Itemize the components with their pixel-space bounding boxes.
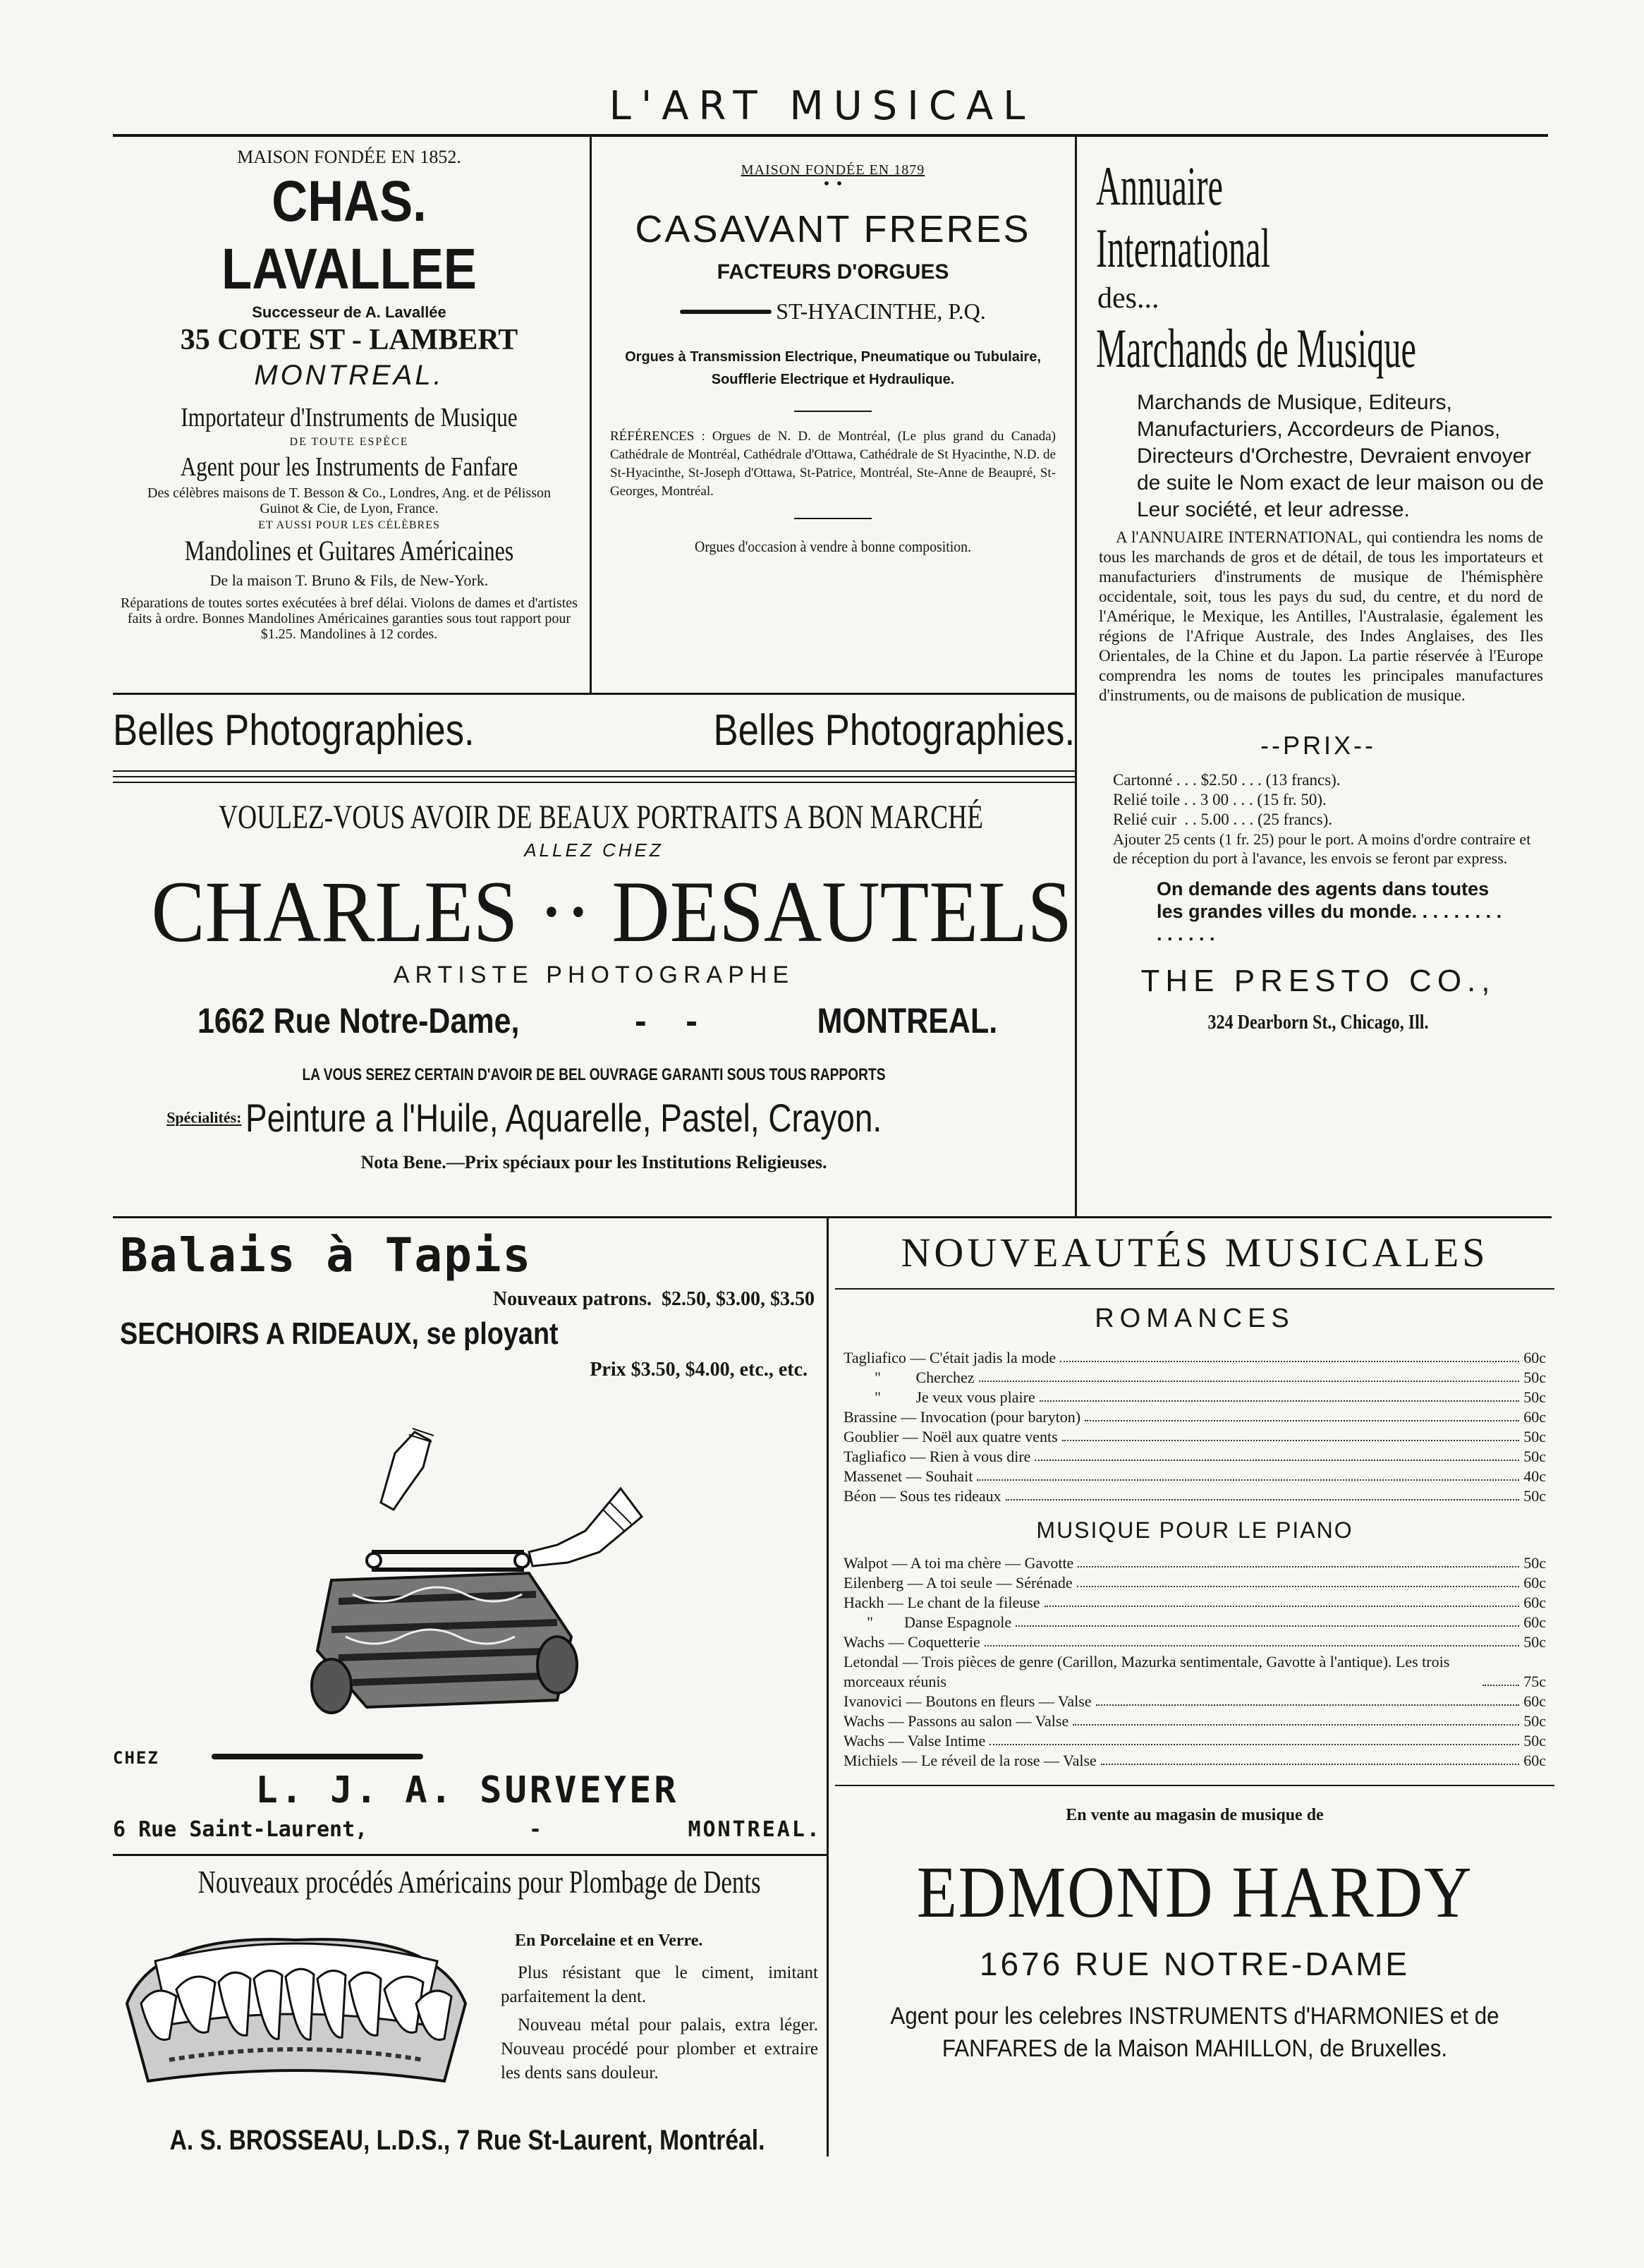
dents-footer: A. S. BROSSEAU, L.D.S., 7 Rue St-Laurent, Montréal. (169, 2125, 765, 2156)
photos-headline: Belles Photographies. (113, 706, 475, 755)
column-divider (827, 1218, 829, 2157)
photos-address-row (113, 1000, 1075, 1045)
double-rule (113, 782, 1075, 783)
lavallee-ad (113, 141, 585, 691)
price: 50c (1523, 1554, 1546, 1572)
dents-p1: Plus résistant que le ciment, imitant parfaitement la dent. (501, 1963, 818, 2006)
balais-patrons: Nouveaux patrons. $2.50, $3.00, $3.50 (492, 1288, 815, 1310)
photos-address: 1662 Rue Notre-Dame, (197, 1001, 520, 1041)
annuaire-ad (1082, 141, 1554, 1213)
price: 60c (1523, 1594, 1546, 1611)
lavallee-line2b: Des célèbres maisons de T. Besson & Co., Londres, Ang. et de Pélisson Guinot & Cie, de Lyon, France. (147, 485, 551, 516)
casavant-footer: Orgues d'occasion à vendre à bonne composition. (695, 538, 971, 555)
column-divider (590, 137, 592, 693)
casavant-founded: MAISON FONDÉE EN 1879 (741, 162, 925, 178)
title: " Danse Espagnole (844, 1613, 1012, 1631)
list-item (844, 1447, 1546, 1467)
leader (1078, 1566, 1519, 1567)
balais-dash: - (529, 1817, 542, 1842)
photos-specialties-row (113, 1095, 1075, 1141)
casavant-ad (596, 141, 1070, 691)
photos-headline-row (113, 705, 1075, 762)
piano-title: MUSIQUE POUR LE PIANO (1036, 1517, 1353, 1543)
price-francs: (13 francs). (1265, 771, 1341, 789)
annuaire-prices (1113, 770, 1554, 830)
leader (1035, 1460, 1519, 1461)
romances-title: ROMANCES (1095, 1304, 1295, 1333)
balais-name: L. J. A. SURVEYER (255, 1769, 679, 1812)
nouveautes-title: NOUVEAUTÉS MUSICALES (901, 1230, 1489, 1275)
sweeper-handle (374, 1552, 522, 1570)
annuaire-note: Ajouter 25 cents (1 fr. 25) pour le port. A moins d'ordre contraire et de réception du port à l'avance, les envois se feront par express. (1113, 830, 1531, 867)
title: " Cherchez (844, 1369, 975, 1386)
divider (794, 411, 872, 412)
casavant-trade: FACTEURS D'ORGUES (717, 260, 949, 284)
annuaire-prix-title: --PRIX-- (1260, 731, 1376, 760)
title: Tagliafico — C'était jadis la mode (844, 1349, 1057, 1366)
list-item (844, 1553, 1546, 1573)
price-row (1113, 810, 1554, 830)
lavallee-line1: Importateur d'Instruments de Musique (181, 403, 518, 432)
desautels-ad (113, 797, 1075, 1213)
lavallee-line3: ET AUSSI POUR LES CÉLÈBRES (258, 519, 440, 531)
price-label: Cartonné . . . (1113, 771, 1197, 789)
section-rule (113, 1854, 827, 1856)
title: Wachs — Coquetterie (844, 1633, 980, 1651)
list-item (844, 1407, 1546, 1427)
nouveautes-vente: En vente au magasin de musique de (1066, 1806, 1324, 1824)
carpet-sweeper-illustration (289, 1425, 656, 1742)
lavallee-address: 35 COTE ST - LAMBERT (180, 324, 518, 356)
annuaire-address: 324 Dearborn St., Chicago, Ill. (1207, 1012, 1429, 1033)
price: 50c (1523, 1732, 1546, 1749)
pen-flourish-icon (680, 310, 772, 314)
title: Béon — Sous tes rideaux (844, 1487, 1001, 1505)
divider (794, 518, 872, 519)
casavant-place: ST-HYACINTHE, P.Q. (776, 298, 986, 324)
nouveautes-hardy: EDMOND HARDY (916, 1852, 1473, 1933)
balais-chez: CHEZ (113, 1748, 159, 1768)
lavallee-line5: De la maison T. Bruno & Fils, de New-York. (209, 571, 489, 589)
photos-spec-label: Spécialités: (166, 1108, 242, 1127)
list-item (844, 1613, 1546, 1632)
price: 50c (1523, 1487, 1546, 1505)
lavallee-founded: MAISON FONDÉE EN 1852. (237, 147, 461, 167)
lavallee-line6: Réparations de toutes sortes exécutées à bref délai. Violons de dames et d'artistes faits à ordre. Bonnes Mandolines Américaines garanties sous tout rapport pour $1.25. Mandolines à 12 cordes. (121, 595, 578, 642)
casavant-desc: Orgues à Transmission Electrique, Pneumatique ou Tubulaire, Soufflerie Electrique et Hydraulique. (625, 349, 1041, 387)
price-value: 3 00 . . . (1200, 791, 1253, 808)
leader (1016, 1625, 1519, 1627)
annuaire-intro: Marchands de Musique, Editeurs, Manufacturiers, Accordeurs de Pianos, Directeurs d'Orchestre, Devraient envoyer de suite le Nom exact de leur maison ou de Leur société, et leur adresse. (1137, 391, 1544, 521)
piano-list (835, 1553, 1554, 1771)
photos-nota: Nota Bene.—Prix spéciaux pour les Institutions Religieuses. (360, 1152, 827, 1172)
list-item (844, 1467, 1546, 1486)
lavallee-line4: Mandolines et Guitares Américaines (184, 535, 514, 566)
nouveautes-address: 1676 RUE NOTRE-DAME (979, 1946, 1411, 1982)
price-label: Relié toile . . (1113, 791, 1197, 808)
journal-title: L'ART MUSICAL (609, 83, 1035, 129)
list-item (844, 1692, 1546, 1711)
list-item (844, 1731, 1546, 1751)
lavallee-line1b: DE TOUTE ESPÈCE (289, 436, 409, 448)
casavant-name: CASAVANT FRERES (635, 208, 1031, 250)
leader (1073, 1724, 1519, 1726)
price-row (1113, 770, 1554, 790)
hand-right-icon (529, 1488, 642, 1566)
price: 60c (1523, 1408, 1546, 1426)
price: 50c (1523, 1448, 1546, 1465)
price: 60c (1523, 1574, 1546, 1591)
annuaire-agents: On demande des agents dans toutes les grandes villes du monde. . . . . . . . . . . . . . . (1157, 878, 1502, 945)
dents-sub: En Porcelaine et en Verre. (515, 1932, 703, 1950)
romances-list (835, 1348, 1554, 1506)
leader (1060, 1361, 1519, 1362)
divider (835, 1288, 1554, 1290)
price-value: $2.50 . . . (1200, 771, 1262, 789)
balais-ad (113, 1227, 822, 1848)
price-label: Relié cuir . . (1113, 811, 1197, 828)
balais-address-row (113, 1817, 822, 1845)
nouveautes-agent: Agent pour les celebres INSTRUMENTS d'HARMONIES et de FANFARES de la Maison MAHILLON, de Bruxelles. (890, 2003, 1499, 2062)
annuaire-title2: International (1096, 217, 1271, 279)
price: 50c (1523, 1388, 1546, 1406)
photos-question: VOULEZ-VOUS AVOIR DE BEAUX PORTRAITS A BON MARCHÉ (219, 799, 983, 836)
dents-title: Nouveaux procédés Américains pour Plombage de Dents (197, 1864, 761, 1900)
photos-role: ARTISTE PHOTOGRAPHE (393, 962, 795, 988)
list-item (844, 1573, 1546, 1593)
casavant-refs: RÉFÉRENCES : Orgues de N. D. de Montréal, (Le plus grand du Canada) Cathédrale de Montréal, Cathédrale d'Ottawa, Cathédrale de St Hyacinthe, N.D. de St-Hyacinthe, St-Joseph d'Ottawa, St-Patrice, Montréal, Ste-Anne de Beaupré, St-Georges, Montréal. (610, 429, 1056, 499)
leader (990, 1744, 1519, 1745)
list-item (844, 1632, 1546, 1652)
price-row (1113, 790, 1554, 810)
balais-chez-row (113, 1748, 822, 1769)
balais-title: Balais à Tapis (120, 1228, 532, 1282)
photos-headline-right: Belles Photographies. (713, 706, 1075, 755)
title: Massenet — Souhait (844, 1467, 973, 1485)
handle-knob (367, 1553, 381, 1567)
list-item (844, 1427, 1546, 1447)
section-rule (113, 1216, 1552, 1218)
title: Hackh — Le chant de la fileuse (844, 1594, 1040, 1611)
list-item (844, 1751, 1546, 1771)
title: Wachs — Passons au salon — Valse (844, 1712, 1069, 1730)
lavallee-name: CHAS. LAVALLEE (221, 169, 477, 301)
header-rule (113, 134, 1548, 137)
balais-address: 6 Rue Saint-Laurent, (113, 1817, 368, 1842)
price: 60c (1523, 1692, 1546, 1710)
price: 50c (1523, 1369, 1546, 1386)
decorative-dots: • • (822, 175, 844, 192)
nouveautes-ad (835, 1227, 1554, 2166)
list-item (844, 1348, 1546, 1368)
page-header (0, 83, 1644, 133)
list-item (844, 1652, 1546, 1692)
balais-sechoirs: SECHOIRS A RIDEAUX, se ployant (120, 1316, 559, 1351)
title: Letondal — Trois pièces de genre (Carillon, Mazurka sentimentale, Gavotte à l'antique). Les trois morceaux réunis (844, 1653, 1450, 1690)
annuaire-body: A l'ANNUAIRE INTERNATIONAL, qui contiendra les noms de tous les marchands de gros et de détail, de tous les importateurs et manufacturiers d'instruments de musique de l'hémisphère occidentale, soit, tous les pays du sud, du centre, et du nord de l'Amérique, le Mexique, les Antilles, l'Australasie, également les régions de l'Afrique Australe, des Indes Anglaises, des Iles Orientales, de la Chine et du Japon. La partie réservée à l'Europe comprendra les noms de toutes les principales manufactures d'instruments, ou de maisons de publication de musique. (1099, 528, 1543, 704)
title: Wachs — Valse Intime (844, 1732, 986, 1749)
annuaire-title4: Marchands de Musique (1096, 317, 1416, 379)
lavallee-city: MONTREAL. (254, 360, 444, 391)
price-value: 5.00 . . . (1200, 811, 1254, 828)
title: Brassine — Invocation (pour baryton) (844, 1408, 1081, 1426)
dents-ad (113, 1862, 822, 2159)
price: 40c (1523, 1467, 1546, 1485)
pen-flourish-icon (212, 1754, 423, 1759)
leader (1040, 1400, 1520, 1402)
price: 50c (1523, 1712, 1546, 1730)
leader (1077, 1586, 1520, 1587)
leader (977, 1479, 1519, 1481)
list-item (844, 1368, 1546, 1388)
leader (1006, 1499, 1520, 1500)
divider (835, 1785, 1554, 1786)
leader (1062, 1440, 1520, 1441)
annuaire-company: THE PRESTO CO., (1140, 964, 1496, 998)
list-item (844, 1486, 1546, 1506)
price: 50c (1523, 1633, 1546, 1651)
list-item (844, 1388, 1546, 1407)
leader (985, 1645, 1520, 1647)
photos-name: CHARLES ·· DESAUTELS (151, 863, 1073, 960)
title: " Je veux vous plaire (844, 1388, 1035, 1406)
leader (1085, 1420, 1519, 1421)
balais-prix: Prix $3.50, $4.00, etc., etc. (590, 1359, 808, 1381)
title: Eilenberg — A toi seule — Sérénade (844, 1574, 1073, 1591)
price: 50c (1523, 1428, 1546, 1445)
hand-left-icon (381, 1429, 434, 1510)
teeth-illustration (113, 1919, 480, 2102)
title: Tagliafico — Rien à vous dire (844, 1448, 1031, 1465)
title: Walpot — A toi ma chère — Gavotte (844, 1554, 1074, 1572)
photos-guarantee: LA VOUS SEREZ CERTAIN D'AVOIR DE BEL OUVRAGE GARANTI SOUS TOUS RAPPORTS (302, 1065, 886, 1084)
list-item (844, 1711, 1546, 1731)
list-item (844, 1593, 1546, 1613)
annuaire-title3: des... (1097, 282, 1159, 315)
lavallee-line2: Agent pour les Instruments de Fanfare (180, 452, 518, 482)
column-divider (1075, 137, 1077, 1216)
sweeper-body (312, 1573, 577, 1713)
price: 60c (1523, 1613, 1546, 1631)
double-rule (113, 770, 1075, 772)
leader (1101, 1764, 1519, 1765)
title: Goublier — Noël aux quatre vents (844, 1428, 1058, 1445)
price: 60c (1523, 1752, 1546, 1769)
lavallee-successor: Successeur de A. Lavallée (252, 303, 446, 321)
price: 60c (1523, 1349, 1546, 1366)
leader (1096, 1704, 1520, 1706)
price-francs: (25 francs). (1258, 811, 1333, 828)
casavant-place-row (596, 298, 1070, 325)
leader (1045, 1606, 1520, 1607)
photos-specialties: Peinture a l'Huile, Aquarelle, Pastel, Crayon. (245, 1096, 882, 1140)
balais-city: MONTREAL. (688, 1817, 822, 1842)
annuaire-title1: Annuaire (1096, 155, 1223, 217)
photos-city: MONTREAL. (817, 1001, 997, 1041)
leader (979, 1381, 1520, 1382)
title: Michiels — Le réveil de la rose — Valse (844, 1752, 1097, 1769)
section-rule (113, 693, 1075, 695)
photos-allez: ALLEZ CHEZ (524, 839, 664, 861)
price: 75c (1523, 1673, 1546, 1690)
title: Ivanovici — Boutons en fleurs — Valse (844, 1692, 1092, 1710)
double-rule (113, 776, 1075, 777)
photos-dashes: - - (635, 1001, 698, 1041)
handle-knob (515, 1553, 529, 1567)
price-francs: (15 fr. 50). (1257, 791, 1327, 808)
dents-p2: Nouveau métal pour palais, extra léger. Nouveau procédé pour plomber et extraire les dents sans douleur. (501, 2015, 818, 2082)
leader (1482, 1685, 1519, 1686)
